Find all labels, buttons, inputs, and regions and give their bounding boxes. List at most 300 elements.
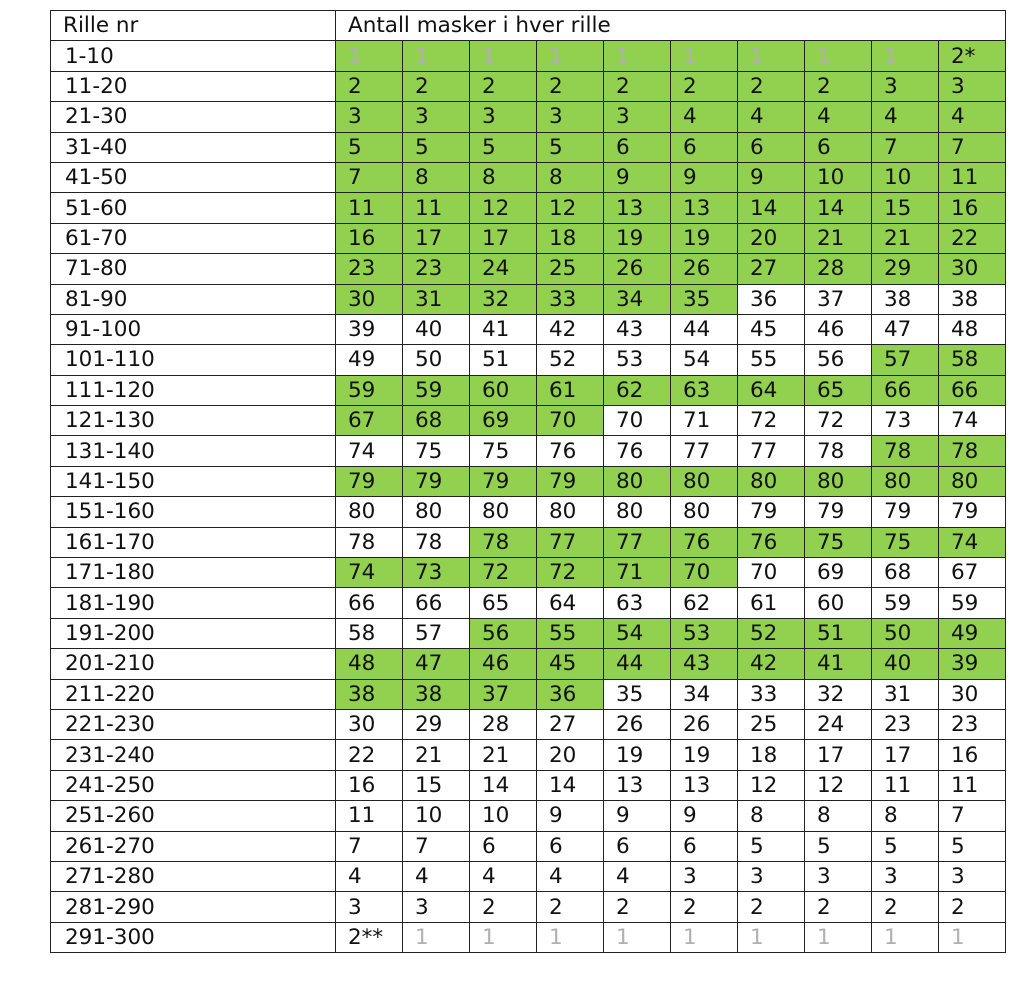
stitch-count-cell: 2 [537, 71, 604, 101]
stitch-count-cell: 41 [805, 649, 872, 679]
stitch-count-cell: 80 [403, 497, 470, 527]
stitch-count-cell: 6 [604, 132, 671, 162]
stitch-count-cell: 11 [403, 193, 470, 223]
stitch-count-cell: 35 [604, 679, 671, 709]
table-row [51, 922, 1006, 952]
stitch-count-cell: 70 [604, 406, 671, 436]
row-range-label: 61-70 [51, 223, 336, 253]
table-body [51, 41, 1006, 953]
stitch-count-cell: 26 [671, 709, 738, 739]
stitch-count-cell: 16 [939, 740, 1006, 770]
stitch-count-cell: 2 [738, 71, 805, 101]
stitch-count-cell: 10 [872, 162, 939, 192]
stitch-count-cell: 34 [604, 284, 671, 314]
stitch-count-cell: 69 [470, 406, 537, 436]
stitch-count-cell: 73 [872, 406, 939, 436]
header-count-label: Antall masker i hver rille [336, 11, 1006, 41]
stitch-count-cell: 77 [604, 527, 671, 557]
stitch-count-cell: 72 [738, 406, 805, 436]
stitch-count-cell: 25 [738, 709, 805, 739]
stitch-count-cell: 3 [671, 861, 738, 891]
stitch-count-cell: 64 [537, 588, 604, 618]
stitch-count-cell: 56 [470, 618, 537, 648]
stitch-count-cell: 46 [805, 314, 872, 344]
stitch-count-cell: 2 [336, 71, 403, 101]
stitch-count-cell: 7 [336, 162, 403, 192]
stitch-count-cell: 78 [470, 527, 537, 557]
stitch-count-cell: 13 [671, 770, 738, 800]
stitch-count-cell: 14 [805, 193, 872, 223]
stitch-count-cell: 4 [738, 102, 805, 132]
stitch-count-cell: 38 [939, 284, 1006, 314]
stitch-count-cell: 55 [738, 345, 805, 375]
stitch-count-cell: 67 [939, 558, 1006, 588]
stitch-count-cell: 74 [939, 527, 1006, 557]
stitch-count-cell: 78 [336, 527, 403, 557]
stitch-count-cell: 2 [537, 892, 604, 922]
stitch-count-cell: 78 [939, 436, 1006, 466]
stitch-count-cell: 70 [671, 558, 738, 588]
table-row [51, 831, 1006, 861]
stitch-count-cell: 40 [872, 649, 939, 679]
stitch-count-cell: 80 [872, 466, 939, 496]
stitch-count-cell: 75 [403, 436, 470, 466]
stitch-count-cell: 80 [671, 466, 738, 496]
stitch-count-cell: 69 [805, 558, 872, 588]
stitch-count-cell: 42 [738, 649, 805, 679]
table-row [51, 679, 1006, 709]
stitch-count-cell: 79 [470, 466, 537, 496]
stitch-count-cell: 41 [470, 314, 537, 344]
stitch-count-cell: 43 [671, 649, 738, 679]
table-row [51, 527, 1006, 557]
stitch-count-cell: 71 [604, 558, 671, 588]
stitch-count-cell: 63 [604, 588, 671, 618]
stitch-count-cell: 3 [403, 102, 470, 132]
stitch-count-cell: 20 [537, 740, 604, 770]
stitch-count-cell: 6 [671, 831, 738, 861]
stitch-count-cell: 26 [604, 709, 671, 739]
stitch-count-cell: 8 [470, 162, 537, 192]
stitch-count-cell: 7 [872, 132, 939, 162]
stitch-count-cell: 65 [805, 375, 872, 405]
stitch-count-cell: 72 [537, 558, 604, 588]
stitch-count-cell: 5 [805, 831, 872, 861]
stitch-count-cell: 5 [738, 831, 805, 861]
stitch-count-cell: 14 [738, 193, 805, 223]
stitch-count-cell: 4 [872, 102, 939, 132]
row-range-label: 31-40 [51, 132, 336, 162]
stitch-count-cell: 66 [336, 588, 403, 618]
stitch-count-cell: 27 [738, 254, 805, 284]
table-row [51, 618, 1006, 648]
stitch-count-cell: 2 [872, 892, 939, 922]
row-range-label: 121-130 [51, 406, 336, 436]
row-range-label: 21-30 [51, 102, 336, 132]
stitch-count-cell: 2 [470, 892, 537, 922]
stitch-count-cell: 79 [537, 466, 604, 496]
stitch-count-cell: 7 [939, 801, 1006, 831]
stitch-count-cell: 1 [537, 922, 604, 952]
stitch-count-cell: 79 [403, 466, 470, 496]
stitch-count-cell: 2 [939, 892, 1006, 922]
stitch-count-cell: 14 [537, 770, 604, 800]
header-row-label: Rille nr [51, 11, 336, 41]
stitch-count-cell: 1 [403, 41, 470, 71]
stitch-count-cell: 36 [537, 679, 604, 709]
stitch-count-cell: 10 [403, 801, 470, 831]
table-row [51, 436, 1006, 466]
table-row [51, 892, 1006, 922]
stitch-count-cell: 80 [939, 466, 1006, 496]
stitch-count-cell: 78 [805, 436, 872, 466]
stitch-count-cell: 23 [336, 254, 403, 284]
stitch-count-cell: 13 [604, 770, 671, 800]
stitch-count-cell: 59 [403, 375, 470, 405]
stitch-count-cell: 37 [470, 679, 537, 709]
stitch-count-cell: 5 [939, 831, 1006, 861]
stitch-count-cell: 17 [805, 740, 872, 770]
stitch-count-cell: 1 [604, 922, 671, 952]
stitch-count-cell: 77 [671, 436, 738, 466]
stitch-count-cell: 40 [403, 314, 470, 344]
stitch-count-cell: 54 [671, 345, 738, 375]
stitch-count-cell: 74 [336, 558, 403, 588]
stitch-count-cell: 26 [604, 254, 671, 284]
stitch-count-cell: 29 [403, 709, 470, 739]
stitch-count-cell: 4 [671, 102, 738, 132]
stitch-count-cell: 53 [604, 345, 671, 375]
stitch-count-cell: 15 [403, 770, 470, 800]
stitch-count-cell: 30 [939, 679, 1006, 709]
table-row [51, 193, 1006, 223]
row-range-label: 191-200 [51, 618, 336, 648]
stitch-count-cell: 19 [604, 740, 671, 770]
stitch-count-cell: 5 [537, 132, 604, 162]
table-row [51, 801, 1006, 831]
table-row [51, 375, 1006, 405]
stitch-count-cell: 38 [403, 679, 470, 709]
stitch-count-cell: 59 [336, 375, 403, 405]
table-row [51, 132, 1006, 162]
stitch-count-cell: 3 [872, 71, 939, 101]
stitch-count-cell: 79 [336, 466, 403, 496]
stitch-count-cell: 4 [604, 861, 671, 891]
stitch-count-cell: 42 [537, 314, 604, 344]
stitch-count-cell: 5 [470, 132, 537, 162]
stitch-count-cell: 57 [872, 345, 939, 375]
stitch-count-cell: 48 [336, 649, 403, 679]
stitch-count-cell: 9 [604, 162, 671, 192]
stitch-count-cell: 50 [403, 345, 470, 375]
stitch-count-cell: 3 [537, 102, 604, 132]
stitch-count-cell: 8 [738, 801, 805, 831]
stitch-count-cell: 32 [470, 284, 537, 314]
stitch-count-cell: 6 [537, 831, 604, 861]
stitch-count-cell: 11 [336, 801, 403, 831]
stitch-count-cell: 30 [939, 254, 1006, 284]
row-range-label: 281-290 [51, 892, 336, 922]
row-range-label: 81-90 [51, 284, 336, 314]
stitch-count-cell: 2 [805, 892, 872, 922]
stitch-count-cell: 10 [805, 162, 872, 192]
table-row [51, 102, 1006, 132]
stitch-count-cell: 77 [537, 527, 604, 557]
stitch-count-cell: 26 [671, 254, 738, 284]
stitch-count-table [50, 10, 1006, 953]
stitch-count-cell: 6 [738, 132, 805, 162]
stitch-count-cell: 3 [403, 892, 470, 922]
stitch-count-cell: 1 [671, 922, 738, 952]
stitch-count-cell: 75 [872, 527, 939, 557]
stitch-count-cell: 6 [805, 132, 872, 162]
stitch-count-cell: 2 [470, 71, 537, 101]
table-row [51, 709, 1006, 739]
stitch-count-cell: 38 [872, 284, 939, 314]
stitch-count-cell: 28 [805, 254, 872, 284]
stitch-count-cell: 2 [738, 892, 805, 922]
stitch-count-cell: 23 [872, 709, 939, 739]
row-range-label: 111-120 [51, 375, 336, 405]
stitch-count-cell: 11 [872, 770, 939, 800]
row-range-label: 71-80 [51, 254, 336, 284]
stitch-count-cell: 5 [872, 831, 939, 861]
stitch-count-cell: 63 [671, 375, 738, 405]
stitch-count-cell: 1 [470, 922, 537, 952]
table-row [51, 497, 1006, 527]
stitch-count-cell: 66 [403, 588, 470, 618]
stitch-count-cell: 22 [939, 223, 1006, 253]
stitch-count-cell: 75 [470, 436, 537, 466]
stitch-count-cell: 21 [805, 223, 872, 253]
stitch-count-cell: 80 [336, 497, 403, 527]
stitch-count-cell: 53 [671, 618, 738, 648]
stitch-count-cell: 17 [470, 223, 537, 253]
row-range-label: 141-150 [51, 466, 336, 496]
stitch-count-cell: 61 [537, 375, 604, 405]
table-row [51, 861, 1006, 891]
stitch-count-cell: 18 [537, 223, 604, 253]
stitch-count-cell: 47 [403, 649, 470, 679]
stitch-count-cell: 59 [872, 588, 939, 618]
stitch-count-cell: 72 [805, 406, 872, 436]
stitch-count-cell: 80 [738, 466, 805, 496]
stitch-count-cell: 78 [872, 436, 939, 466]
stitch-count-cell: 30 [336, 709, 403, 739]
stitch-count-cell: 15 [872, 193, 939, 223]
stitch-count-cell: 49 [336, 345, 403, 375]
stitch-count-cell: 48 [939, 314, 1006, 344]
stitch-count-cell: 33 [738, 679, 805, 709]
stitch-count-cell: 38 [336, 679, 403, 709]
stitch-count-cell: 3 [336, 102, 403, 132]
stitch-count-cell: 1 [738, 41, 805, 71]
stitch-count-cell: 59 [939, 588, 1006, 618]
stitch-count-cell: 6 [671, 132, 738, 162]
row-range-label: 11-20 [51, 71, 336, 101]
stitch-count-cell: 13 [671, 193, 738, 223]
stitch-count-cell: 34 [671, 679, 738, 709]
stitch-count-cell: 1 [403, 922, 470, 952]
table-row [51, 254, 1006, 284]
stitch-count-cell: 3 [336, 892, 403, 922]
table-row [51, 770, 1006, 800]
stitch-count-cell: 7 [403, 831, 470, 861]
stitch-count-cell: 78 [403, 527, 470, 557]
stitch-count-cell: 80 [805, 466, 872, 496]
stitch-count-cell: 19 [671, 223, 738, 253]
stitch-count-cell: 71 [671, 406, 738, 436]
stitch-count-cell: 4 [805, 102, 872, 132]
stitch-count-cell: 79 [939, 497, 1006, 527]
stitch-count-cell: 1 [738, 922, 805, 952]
stitch-count-cell: 76 [671, 527, 738, 557]
stitch-count-cell: 9 [738, 162, 805, 192]
row-range-label: 51-60 [51, 193, 336, 223]
stitch-count-cell: 76 [604, 436, 671, 466]
stitch-count-cell: 2 [604, 892, 671, 922]
stitch-count-cell: 76 [537, 436, 604, 466]
table-row [51, 740, 1006, 770]
stitch-count-cell: 12 [537, 193, 604, 223]
stitch-count-cell: 3 [738, 861, 805, 891]
stitch-count-cell: 13 [604, 193, 671, 223]
stitch-count-cell: 56 [805, 345, 872, 375]
stitch-count-cell: 50 [872, 618, 939, 648]
stitch-count-cell: 3 [939, 861, 1006, 891]
stitch-count-cell: 14 [470, 770, 537, 800]
stitch-count-cell: 6 [604, 831, 671, 861]
stitch-count-cell: 9 [671, 801, 738, 831]
stitch-count-cell: 47 [872, 314, 939, 344]
stitch-count-cell: 2 [805, 71, 872, 101]
stitch-count-cell: 75 [805, 527, 872, 557]
stitch-count-cell: 79 [738, 497, 805, 527]
stitch-count-cell: 64 [738, 375, 805, 405]
stitch-count-cell: 29 [872, 254, 939, 284]
row-range-label: 211-220 [51, 679, 336, 709]
stitch-count-cell: 11 [939, 770, 1006, 800]
stitch-count-cell: 16 [336, 770, 403, 800]
table-row [51, 345, 1006, 375]
row-range-label: 1-10 [51, 41, 336, 71]
row-range-label: 181-190 [51, 588, 336, 618]
stitch-count-cell: 36 [738, 284, 805, 314]
stitch-count-cell: 7 [939, 132, 1006, 162]
stitch-count-cell: 27 [537, 709, 604, 739]
stitch-count-cell: 4 [403, 861, 470, 891]
stitch-count-cell: 80 [537, 497, 604, 527]
stitch-count-cell: 1 [470, 41, 537, 71]
table-row [51, 558, 1006, 588]
row-range-label: 151-160 [51, 497, 336, 527]
stitch-count-cell: 30 [336, 284, 403, 314]
stitch-count-cell: 52 [537, 345, 604, 375]
stitch-count-cell: 5 [403, 132, 470, 162]
table-row [51, 466, 1006, 496]
stitch-count-cell: 3 [805, 861, 872, 891]
stitch-count-cell: 9 [671, 162, 738, 192]
stitch-count-cell: 44 [604, 649, 671, 679]
table-row [51, 406, 1006, 436]
stitch-count-cell: 4 [537, 861, 604, 891]
row-range-label: 241-250 [51, 770, 336, 800]
stitch-count-cell: 3 [604, 102, 671, 132]
stitch-count-cell: 80 [604, 497, 671, 527]
stitch-count-cell: 46 [470, 649, 537, 679]
stitch-count-cell: 12 [470, 193, 537, 223]
stitch-count-cell: 60 [805, 588, 872, 618]
stitch-count-cell: 8 [805, 801, 872, 831]
row-range-label: 201-210 [51, 649, 336, 679]
stitch-count-cell: 24 [470, 254, 537, 284]
row-range-label: 131-140 [51, 436, 336, 466]
stitch-count-cell: 16 [336, 223, 403, 253]
stitch-count-cell: 79 [872, 497, 939, 527]
stitch-count-cell: 2* [939, 41, 1006, 71]
stitch-count-cell: 25 [537, 254, 604, 284]
stitch-count-cell: 32 [805, 679, 872, 709]
stitch-count-cell: 39 [939, 649, 1006, 679]
stitch-count-cell: 11 [939, 162, 1006, 192]
stitch-count-cell: 19 [671, 740, 738, 770]
stitch-count-cell: 21 [403, 740, 470, 770]
stitch-count-cell: 31 [872, 679, 939, 709]
row-range-label: 41-50 [51, 162, 336, 192]
stitch-count-cell: 4 [470, 861, 537, 891]
stitch-count-cell: 4 [336, 861, 403, 891]
stitch-count-cell: 2** [336, 922, 403, 952]
stitch-count-cell: 9 [537, 801, 604, 831]
row-range-label: 161-170 [51, 527, 336, 557]
stitch-count-cell: 76 [738, 527, 805, 557]
stitch-count-cell: 65 [470, 588, 537, 618]
table-row [51, 162, 1006, 192]
stitch-count-cell: 31 [403, 284, 470, 314]
stitch-count-cell: 1 [805, 922, 872, 952]
header-row [51, 11, 1006, 41]
row-range-label: 91-100 [51, 314, 336, 344]
stitch-count-cell: 49 [939, 618, 1006, 648]
stitch-count-cell: 74 [939, 406, 1006, 436]
stitch-count-cell: 62 [604, 375, 671, 405]
stitch-count-cell: 60 [470, 375, 537, 405]
stitch-count-cell: 2 [604, 71, 671, 101]
stitch-count-cell: 11 [336, 193, 403, 223]
stitch-count-cell: 1 [604, 41, 671, 71]
stitch-count-cell: 19 [604, 223, 671, 253]
stitch-count-cell: 3 [872, 861, 939, 891]
stitch-count-cell: 54 [604, 618, 671, 648]
stitch-count-cell: 1 [872, 922, 939, 952]
stitch-count-cell: 16 [939, 193, 1006, 223]
stitch-count-cell: 70 [738, 558, 805, 588]
row-range-label: 101-110 [51, 345, 336, 375]
stitch-count-cell: 12 [738, 770, 805, 800]
row-range-label: 261-270 [51, 831, 336, 861]
stitch-count-cell: 9 [604, 801, 671, 831]
stitch-count-cell: 1 [872, 41, 939, 71]
table-row [51, 284, 1006, 314]
stitch-count-cell: 70 [537, 406, 604, 436]
stitch-count-cell: 17 [872, 740, 939, 770]
stitch-count-cell: 23 [403, 254, 470, 284]
stitch-count-cell: 1 [805, 41, 872, 71]
stitch-count-cell: 68 [872, 558, 939, 588]
stitch-count-cell: 61 [738, 588, 805, 618]
table-row [51, 649, 1006, 679]
stitch-count-cell: 66 [872, 375, 939, 405]
